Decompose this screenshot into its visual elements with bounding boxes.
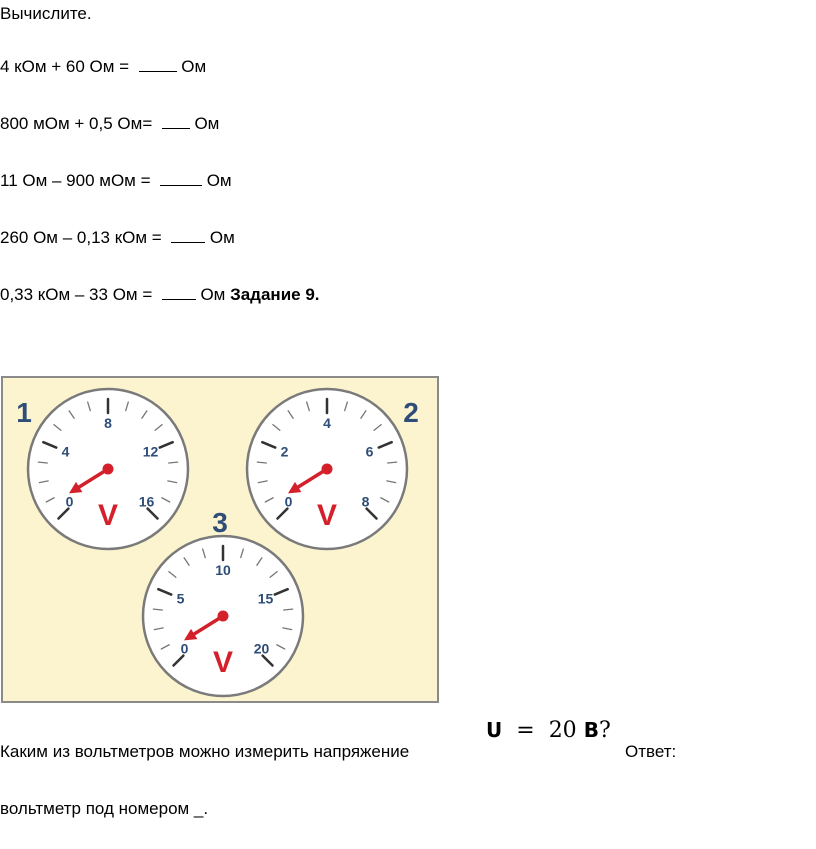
voltmeters-figure [1, 376, 439, 703]
scale-tick [153, 609, 162, 610]
meter-number: 2 [403, 397, 419, 428]
voltage-formula [486, 718, 611, 743]
scale-tick [284, 609, 293, 610]
scale-label: 4 [323, 415, 331, 431]
scale-label: 20 [253, 640, 270, 657]
task-label: Задание 9. [230, 285, 320, 304]
scale-label: 8 [104, 415, 112, 431]
scale-label: 8 [361, 493, 370, 510]
answer-line: вольтметр под номером _. [0, 799, 209, 818]
formula-symbol: U [486, 718, 503, 742]
exercise-5 [0, 285, 320, 305]
scale-label: 15 [257, 590, 274, 607]
answer-label: Ответ: [625, 742, 677, 761]
exercise-unit: Ом [189, 114, 220, 133]
unit-label: V [212, 646, 234, 679]
answer-blank[interactable] [160, 171, 202, 186]
scale-tick [257, 462, 266, 463]
scale-label: 12 [142, 443, 159, 460]
answer-blank[interactable] [139, 57, 177, 72]
exercise-1 [0, 57, 206, 77]
scale-label: 5 [176, 590, 185, 607]
answer-blank[interactable] [162, 285, 196, 300]
exercise-unit: Ом [176, 57, 207, 76]
scale-label: 0 [65, 493, 74, 510]
meter-number: 3 [212, 507, 228, 538]
scale-tick [169, 462, 178, 463]
exercise-2 [0, 114, 219, 134]
scale-label: 16 [138, 493, 155, 510]
exercise-expr: 260 Ом – 0,13 кОм = [0, 228, 167, 247]
scale-tick [38, 462, 47, 463]
formula-value: 20 [548, 718, 577, 743]
formula-mark: ? [598, 718, 611, 743]
exercise-unit: Ом [195, 285, 231, 304]
meter-number: 1 [16, 397, 32, 428]
needle-pivot [218, 611, 229, 622]
needle-pivot [322, 464, 333, 475]
scale-label: 10 [215, 562, 231, 578]
exercise-expr: 11 Ом – 900 мОм = [0, 171, 156, 190]
exercise-3 [0, 171, 232, 191]
scale-tick [388, 462, 397, 463]
answer-blank[interactable] [171, 228, 205, 243]
exercise-unit: Ом [205, 228, 235, 247]
exercise-4 [0, 228, 235, 248]
exercise-expr: 4 кОм + 60 Ом = [0, 57, 134, 76]
exercise-unit: Ом [201, 171, 232, 190]
unit-label: V [316, 499, 338, 532]
formula-unit: В [583, 718, 599, 742]
scale-label: 0 [180, 640, 189, 657]
exercise-expr: 0,33 кОм – 33 Ом = [0, 285, 157, 304]
question: Каким из вольтметров можно измерить напряжение [0, 742, 410, 761]
unit-label: V [97, 499, 119, 532]
scale-label: 6 [365, 443, 374, 460]
heading: Вычислите. [0, 4, 92, 23]
needle-pivot [103, 464, 114, 475]
scale-label: 0 [284, 493, 293, 510]
scale-label: 4 [61, 443, 70, 460]
scale-label: 2 [280, 443, 289, 460]
answer-blank[interactable] [162, 114, 190, 129]
exercise-expr: 800 мОм + 0,5 Ом= [0, 114, 157, 133]
formula-equals: = [516, 718, 535, 743]
